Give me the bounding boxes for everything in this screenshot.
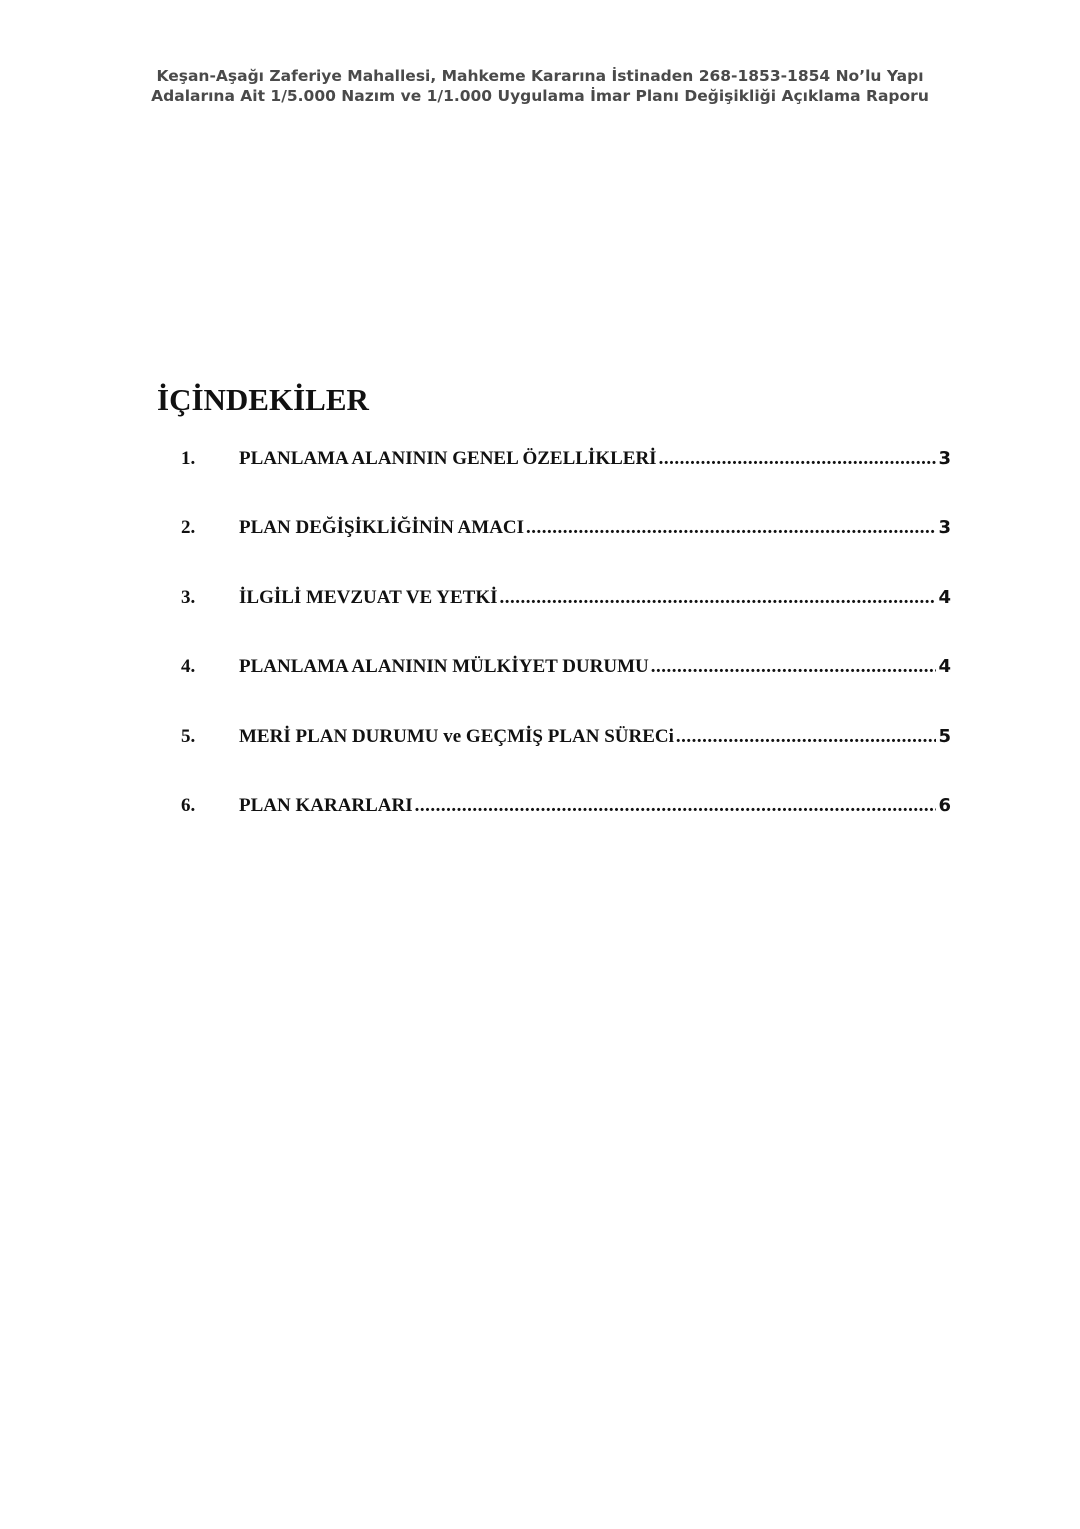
toc-dot-leader bbox=[415, 795, 937, 817]
toc-dot-leader bbox=[659, 448, 937, 470]
toc-entry-page: 6 bbox=[938, 794, 951, 816]
toc-dot-leader bbox=[651, 656, 937, 678]
header-line-2: Adalarına Ait 1/5.000 Nazım ve 1/1.000 Uygulama İmar Planı Değişikliği Açıklama Raporu bbox=[151, 87, 929, 105]
toc-entry-title: PLAN KARARLARI bbox=[239, 794, 413, 816]
toc-entry-number: 6. bbox=[181, 794, 196, 816]
toc-entry[interactable] bbox=[181, 795, 951, 825]
toc-entry-number: 5. bbox=[181, 725, 196, 747]
toc-entry-page: 5 bbox=[938, 725, 951, 747]
toc-entry-title: PLANLAMA ALANININ MÜLKİYET DURUMU bbox=[239, 656, 649, 678]
toc-entry[interactable] bbox=[181, 517, 951, 547]
toc-entry-page: 4 bbox=[938, 656, 951, 678]
running-header bbox=[100, 66, 980, 106]
toc-entry-title: İLGİLİ MEVZUAT VE YETKİ bbox=[239, 586, 498, 608]
toc-entry-number: 2. bbox=[181, 517, 196, 539]
toc-entry-page: 4 bbox=[938, 586, 951, 608]
toc-entry[interactable] bbox=[181, 587, 951, 617]
toc-entry-number: 3. bbox=[181, 586, 196, 608]
toc-entry[interactable] bbox=[181, 656, 951, 686]
toc-entry-page: 3 bbox=[938, 517, 951, 539]
toc-dot-leader bbox=[676, 726, 937, 748]
toc-entry-page: 3 bbox=[938, 448, 951, 469]
toc-entry-number: 1. bbox=[181, 448, 196, 469]
toc-entry-number: 4. bbox=[181, 656, 196, 678]
toc-dot-leader bbox=[500, 587, 937, 609]
toc-entry[interactable] bbox=[181, 448, 951, 478]
toc-dot-leader bbox=[526, 517, 936, 539]
toc-entry-title: MERİ PLAN DURUMU ve GEÇMİŞ PLAN SÜRECi bbox=[239, 725, 674, 747]
toc-entry-title: PLAN DEĞİŞİKLİĞİNİN AMACI bbox=[239, 517, 525, 539]
toc-list bbox=[181, 448, 951, 864]
header-line-1: Keşan-Aşağı Zaferiye Mahallesi, Mahkeme Kararına İstinaden 268-1853-1854 No’lu Yapı bbox=[156, 67, 924, 85]
toc-title: İÇİNDEKİLER bbox=[157, 382, 369, 417]
toc-entry[interactable] bbox=[181, 726, 951, 756]
toc-entry-title: PLANLAMA ALANININ GENEL ÖZELLİKLERİ bbox=[239, 448, 657, 469]
